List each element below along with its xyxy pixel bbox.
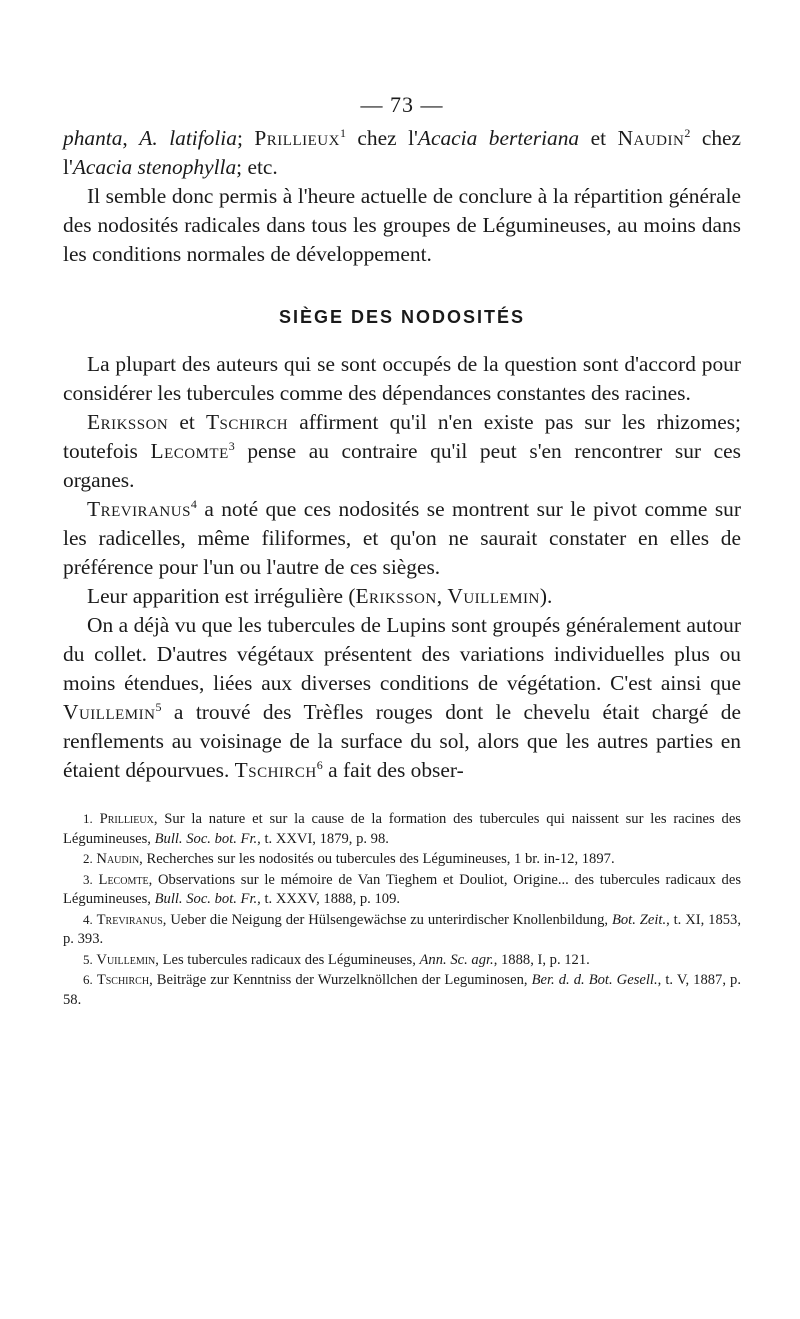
main-text	[63, 124, 741, 785]
footnote: 2. Naudin, Recherches sur les nodosités ou tubercules des Légumineuses, 1 br. in-12, 1897.	[83, 851, 615, 867]
footnote-ref: 5	[155, 700, 162, 714]
page	[63, 92, 741, 1010]
footnote-ref: 3	[228, 439, 235, 453]
author-name: Treviranus	[87, 497, 191, 521]
footnote-ref: 2	[684, 126, 691, 140]
author-name: Prillieux	[254, 126, 340, 150]
footnote: 6. Tschirch, Beiträge zur Kenntniss der Wurzelknöllchen der Leguminosen, Ber. d. d. Bot. Gesell., t. V, 1887, p. 58.	[63, 972, 742, 1008]
footnotes	[63, 809, 741, 1010]
footnote: 1. Prillieux, Sur la nature et sur la cause de la formation des tubercules qui naissent sur les racines des Légumineuses, Bull. Soc. bot. Fr., t. XXVI, 1879, p. 98.	[63, 811, 741, 847]
paragraph-1: phanta, A. latifolia; Prillieux$^1$ chez l'Acacia berteriana et Naudin$^2$ chez l'Acacia stenophylla; etc.	[63, 126, 742, 179]
paragraph-6: Leur apparition est irrégulière (Eriksson, Vuillemin).	[87, 584, 553, 608]
author-name: Lecomte	[150, 439, 229, 463]
paragraph-5: Treviranus$^4$ a noté que ces nodosités se montrent sur le pivot comme sur les radicelles, même filiformes, et qu'on ne saurait constater en elles de préférence pour l'un ou l'autre de ces sièges.	[63, 497, 741, 579]
paragraph-4: Eriksson et Tschirch affirment qu'il n'en existe pas sur les rhizomes; toutefois Lecomte$^3$ pense au contraire qu'il peut s'en rencontrer sur ces organes.	[63, 410, 741, 492]
footnote: 3. Lecomte, Observations sur le mémoire de Van Tieghem et Douliot, Origine... des tubercules radicaux des Légumineuses, Bull. Soc. bot. Fr., t. XXXV, 1888, p. 109.	[63, 871, 741, 907]
author-name: Tschirch	[234, 758, 317, 782]
footnote-ref: 6	[316, 758, 323, 772]
footnote-ref: 1	[339, 126, 346, 140]
paragraph-3: La plupart des auteurs qui se sont occupés de la question sont d'accord pour considérer les tubercules comme des dépendances constantes des racines.	[63, 352, 741, 405]
paragraph-7: On a déjà vu que les tubercules de Lupins sont groupés généralement autour du collet. D'autres végétaux présentent des variations individuelles plus ou moins étendues, liées aux diverses conditions de végétation. C'est ainsi que Vuillemin$^5$ a trouvé des Trèfles rouges dont le chevelu était chargé de renflements au voisinage de la surface du sol, alors que les autres parties en étaient dépourvues. Tschirch$^6$ a fait des obser-	[63, 613, 741, 782]
author-name: Vuillemin	[63, 700, 156, 724]
author-name: Tschirch	[205, 410, 289, 434]
footnote: 4. Treviranus, Ueber die Neigung der Hülsengewächse zu unterirdischer Knollenbildung, Bot. Zeit., t. XI, 1853, p. 393.	[63, 911, 741, 947]
paragraph-2: Il semble donc permis à l'heure actuelle de conclure à la répartition générale des nodosités radicales dans tous les groupes de Légumineuses, au moins dans les conditions normales de développement.	[63, 184, 741, 266]
footnote: 5. Vuillemin, Les tubercules radicaux des Légumineuses, Ann. Sc. agr., 1888, I, p. 121.	[83, 951, 590, 968]
author-name: Eriksson	[355, 584, 437, 608]
section-heading: SIÈGE DES NODOSITÉS	[278, 307, 526, 327]
page-number: — 73 —	[360, 92, 444, 117]
author-name: Eriksson	[87, 410, 169, 434]
author-name: Vuillemin	[447, 584, 540, 608]
author-name: Naudin	[617, 126, 685, 150]
footnote-ref: 4	[190, 497, 197, 511]
